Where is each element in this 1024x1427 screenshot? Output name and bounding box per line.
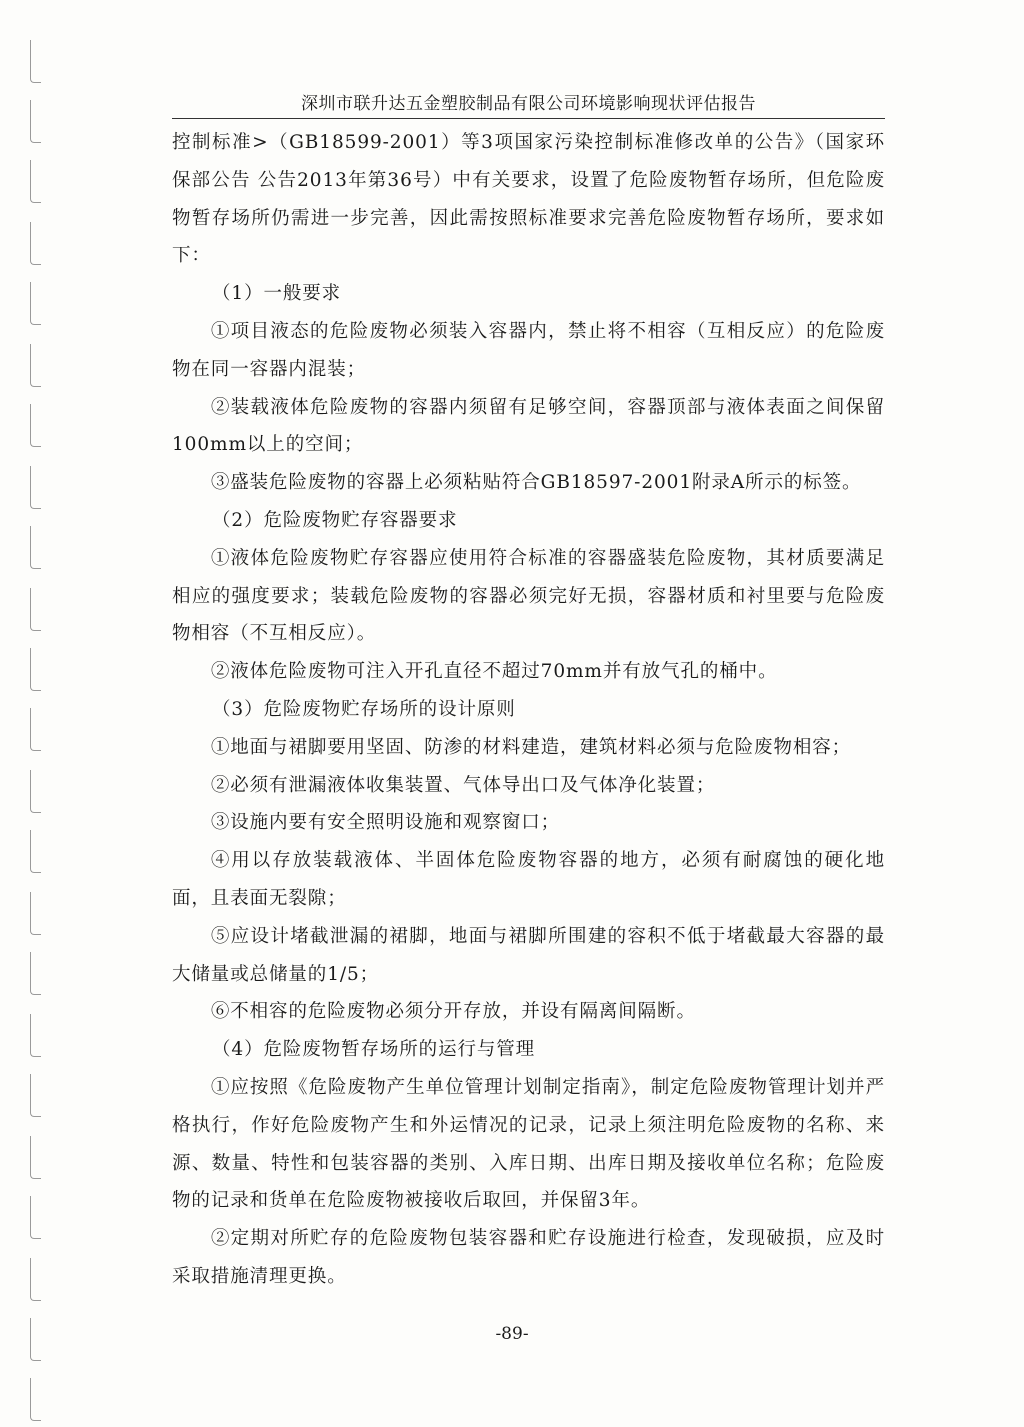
paragraph-item: ⑤应设计堵截泄漏的裙脚，地面与裙脚所围建的容积不低于堵截最大容器的最大储量或总储量的1/5； [172,925,885,985]
paragraph-item: ①项目液态的危险废物必须装入容器内，禁止将不相容（互相反应）的危险废物在同一容器内混装； [172,320,885,380]
paragraph-item: ①液体危险废物贮存容器应使用符合标准的容器盛装危险废物，其材质要满足相应的强度要求；装载危险废物的容器必须完好无损，容器材质和衬里要与危险废物相容（不互相反应）。 [172,547,885,645]
paragraph-item: ①地面与裙脚要用坚固、防渗的材料建造，建筑材料必须与危险废物相容； [210,736,852,758]
paragraph-item: ①应按照《危险废物产生单位管理计划制定指南》，制定危险废物管理计划并严格执行，作好危险废物产生和外运情况的记录，记录上须注明危险废物的名称、来源、数量、特性和包装容器的类别、入库日期、出库日期及接收单位名称；危险废物的记录和货单在危险废物被接收后取回，并保留3年。 [172,1076,885,1212]
paragraph-item: ②装载液体危险废物的容器内须留有足够空间，容器顶部与液体表面之间保留100mm以上的空间； [172,396,885,456]
paragraph-item: ②液体危险废物可注入开孔直径不超过70mm并有放气孔的桶中。 [210,661,778,683]
paragraph-item: ②定期对所贮存的危险废物包装容器和贮存设施进行检查，发现破损，应及时采取措施清理更换。 [172,1228,885,1287]
intro-paragraph: 控制标准>（GB18599-2001）等3项国家污染控制标准修改单的公告》（国家环保部公告 公告2013年第36号）中有关要求，设置了危险废物暂存场所，但危险废物暂存场所仍需进一步完善，因此需按照标准要求完善危险废物暂存场所，要求如下： [172,132,885,267]
page-number: -89- [495,1324,529,1344]
section-heading-containers: （2）危险废物贮存容器要求 [212,509,458,531]
document-body [172,124,885,1296]
section-heading-general: （1）一般要求 [212,283,342,305]
paragraph-item: ④用以存放装载液体、半固体危险废物容器的地方，必须有耐腐蚀的硬化地面，且表面无裂隙； [172,850,885,909]
section-heading-design: （3）危险废物贮存场所的设计原则 [212,698,516,720]
paragraph-item: ⑥不相容的危险废物必须分开存放，并设有隔离间隔断。 [210,1001,696,1023]
page-header: 深圳市联升达五金塑胶制品有限公司环境影响现状评估报告 [172,92,885,119]
section-heading-operation: （4）危险废物暂存场所的运行与管理 [212,1039,536,1061]
paragraph-item: ②必须有泄漏液体收集装置、气体导出口及气体净化装置； [210,774,716,796]
paragraph-item: ③盛装危险废物的容器上必须粘贴符合GB18597-2001附录A所示的标签。 [210,472,862,494]
paragraph-item: ③设施内要有安全照明设施和观察窗口； [210,812,561,834]
binding-holes [30,0,44,1427]
